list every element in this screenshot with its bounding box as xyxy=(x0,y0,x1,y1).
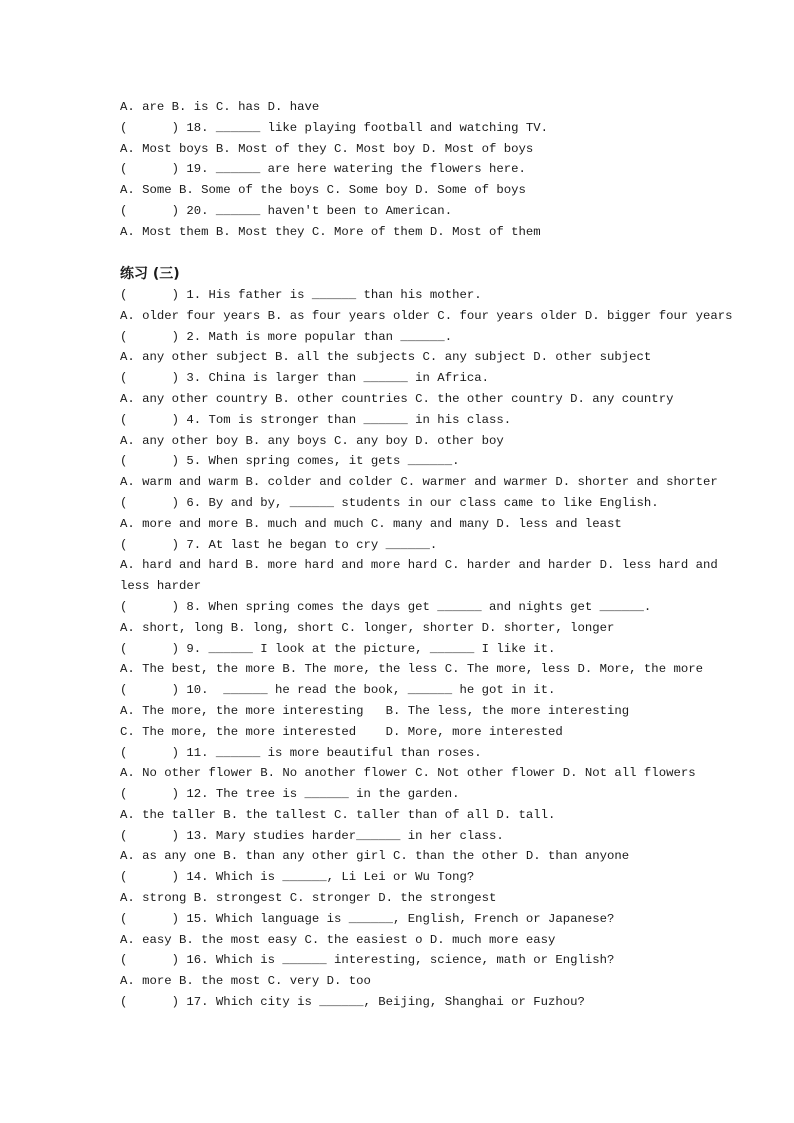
previous-exercise-tail xyxy=(120,97,680,243)
question-line: ( ) 15. Which language is ______, English, French or Japanese? xyxy=(120,911,615,926)
question-line: ( ) 5. When spring comes, it gets ______. xyxy=(120,454,460,469)
options-line: C. The more, the more interested D. More, more interested xyxy=(120,724,563,739)
question-line: ( ) 7. At last he began to cry ______. xyxy=(120,537,438,552)
question-line: ( ) 8. When spring comes the days get ______ and nights get ______. xyxy=(120,599,652,614)
options-line: A. The best, the more B. The more, the less C. The more, less D. More, the more xyxy=(120,662,703,677)
options-line: A. older four years B. as four years older C. four years older D. bigger four years xyxy=(120,308,733,323)
options-line: A. The more, the more interesting B. The less, the more interesting xyxy=(120,703,630,718)
options-line: A. hard and hard B. more hard and more hard C. harder and harder D. less hard and xyxy=(120,558,718,573)
options-line-continued: less harder xyxy=(120,579,202,594)
question-line: ( ) 14. Which is ______, Li Lei or Wu Tong? xyxy=(120,870,475,885)
options-line: A. any other subject B. all the subjects C. any subject D. other subject xyxy=(120,350,652,365)
options-line: A. Most them B. Most they C. More of them D. Most of them xyxy=(120,224,541,239)
options-line: A. No other flower B. No another flower C. Not other flower D. Not all flowers xyxy=(120,766,696,781)
question-line: ( ) 2. Math is more popular than ______. xyxy=(120,329,453,344)
question-line: ( ) 16. Which is ______ interesting, science, math or English? xyxy=(120,953,615,968)
question-line: ( ) 9. ______ I look at the picture, ______ I like it. xyxy=(120,641,556,656)
question-line: ( ) 12. The tree is ______ in the garden. xyxy=(120,787,460,802)
options-line: A. as any one B. than any other girl C. than the other D. than anyone xyxy=(120,849,630,864)
options-line: A. warm and warm B. colder and colder C. warmer and warmer D. shorter and shorter xyxy=(120,475,718,490)
question-line: ( ) 1. His father is ______ than his mother. xyxy=(120,287,482,302)
section-gap xyxy=(120,243,680,263)
options-line: A. easy B. the most easy C. the easiest o D. much more easy xyxy=(120,932,556,947)
section-title: 练习 (三) xyxy=(120,265,180,282)
options-line: A. strong B. strongest C. stronger D. the strongest xyxy=(120,891,497,906)
question-line: ( ) 3. China is larger than ______ in Africa. xyxy=(120,371,489,386)
document-page xyxy=(120,97,733,1013)
options-line: A. more and more B. much and much C. many and many D. less and least xyxy=(120,516,622,531)
exercise-three xyxy=(120,285,733,1013)
options-line: A. Some B. Some of the boys C. Some boy D. Some of boys xyxy=(120,183,526,198)
question-line: ( ) 17. Which city is ______, Beijing, Shanghai or Fuzhou? xyxy=(120,995,585,1010)
options-line: A. the taller B. the tallest C. taller than of all D. tall. xyxy=(120,807,556,822)
options-line: A. more B. the most C. very D. too xyxy=(120,974,371,989)
question-line: ( ) 20. ______ haven't been to American. xyxy=(120,203,453,218)
options-line: A. any other country B. other countries C. the other country D. any country xyxy=(120,391,674,406)
options-line: A. short, long B. long, short C. longer, shorter D. shorter, longer xyxy=(120,620,615,635)
question-line: ( ) 4. Tom is stronger than ______ in his class. xyxy=(120,412,512,427)
options-line: A. are B. is C. has D. have xyxy=(120,100,320,114)
options-line: A. any other boy B. any boys C. any boy D. other boy xyxy=(120,433,504,448)
options-line: A. Most boys B. Most of they C. Most boy D. Most of boys xyxy=(120,141,534,156)
question-line: ( ) 6. By and by, ______ students in our class came to like English. xyxy=(120,495,659,510)
question-line: ( ) 10. ______ he read the book, ______ he got in it. xyxy=(120,683,556,698)
question-line: ( ) 11. ______ is more beautiful than roses. xyxy=(120,745,482,760)
question-line: ( ) 13. Mary studies harder______ in her class. xyxy=(120,828,504,843)
question-line: ( ) 19. ______ are here watering the flowers here. xyxy=(120,162,526,177)
question-line: ( ) 18. ______ like playing football and watching TV. xyxy=(120,120,549,135)
